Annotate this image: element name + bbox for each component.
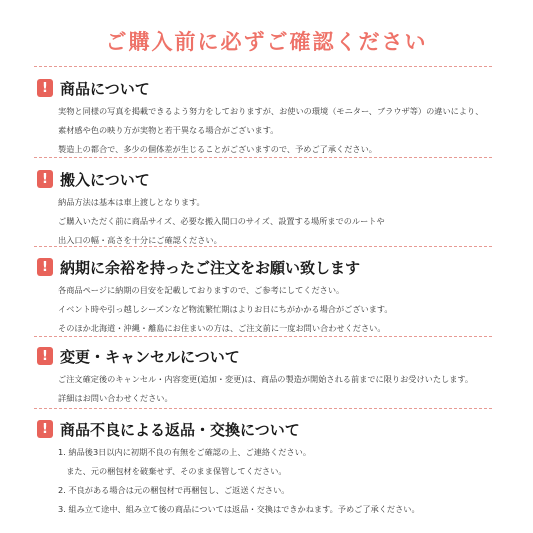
body-line: 実物と同様の写真を掲載できるよう努力をしておりますが、お使いの環境（モニター、ブラウザ等）の違いにより、 [58, 106, 484, 116]
section-body [58, 443, 497, 519]
body-line: 素材感や色の映り方が実物と若干異なる場合がございます。 [58, 125, 279, 135]
divider [34, 336, 492, 337]
section-header [37, 418, 497, 440]
section-delivery [37, 168, 497, 250]
section-body [58, 102, 497, 159]
body-line: 各商品ページに納期の目安を記載しておりますので、ご参考にしてください。 [58, 285, 345, 295]
exclamation-icon: ! [37, 79, 53, 97]
exclamation-icon: ! [37, 170, 53, 188]
divider [34, 157, 492, 158]
divider [34, 408, 492, 409]
body-line: 納品方法は基本は車上渡しとなります。 [58, 197, 205, 207]
section-lead-time [37, 256, 497, 338]
section-title: 商品不良による返品・交換について [60, 420, 300, 439]
body-line: ご注文確定後のキャンセル・内容変更(追加・変更)は、商品の製造が開始される前までに限りお受けいたします。 [58, 374, 474, 384]
section-header [37, 256, 497, 278]
section-body [58, 370, 497, 408]
section-title: 商品について [60, 79, 150, 98]
page-title: ご購入前に必ずご確認ください [105, 30, 428, 54]
section-header [37, 345, 497, 367]
section-returns [37, 418, 497, 519]
body-line: そのほか北海道・沖縄・離島にお住まいの方は、ご注文前に一度お問い合わせください。 [58, 323, 386, 333]
section-header [37, 168, 497, 190]
body-line: イベント時や引っ越しシーズンなど物流繁忙期はよりお日にちがかかる場合がございます。 [58, 304, 393, 314]
section-product [37, 77, 497, 159]
section-body [58, 193, 497, 250]
body-line: 3. 組み立て途中、組み立て後の商品については返品・交換はできかねます。予めご了承ください。 [58, 504, 420, 514]
body-line: 2. 不良がある場合は元の梱包材で再梱包し、ご返送ください。 [58, 485, 290, 495]
exclamation-icon: ! [37, 347, 53, 365]
section-cancel [37, 345, 497, 408]
body-line: 出入口の幅・高さを十分にご確認ください。 [58, 235, 222, 245]
section-title: 搬入について [60, 170, 150, 189]
divider [34, 246, 492, 247]
section-body [58, 281, 497, 338]
body-line: ご購入いただく前に商品サイズ、必要な搬入間口のサイズ、設置する場所までのルートや [58, 216, 385, 226]
section-header [37, 77, 497, 99]
section-title: 納期に余裕を持ったご注文をお願い致します [60, 258, 361, 277]
section-title: 変更・キャンセルについて [60, 347, 240, 366]
exclamation-icon: ! [37, 420, 53, 438]
body-line: 製造上の都合で、多少の個体差が生じることがございますので、予めご了承ください。 [58, 144, 377, 154]
divider [34, 66, 492, 67]
body-line: また、元の梱包材を破棄せず、そのまま保管してください。 [58, 466, 287, 476]
exclamation-icon: ! [37, 258, 53, 276]
body-line: 1. 納品後3日以内に初期不良の有無をご確認の上、ご連絡ください。 [58, 447, 312, 457]
body-line: 詳細はお問い合わせください。 [58, 393, 173, 403]
